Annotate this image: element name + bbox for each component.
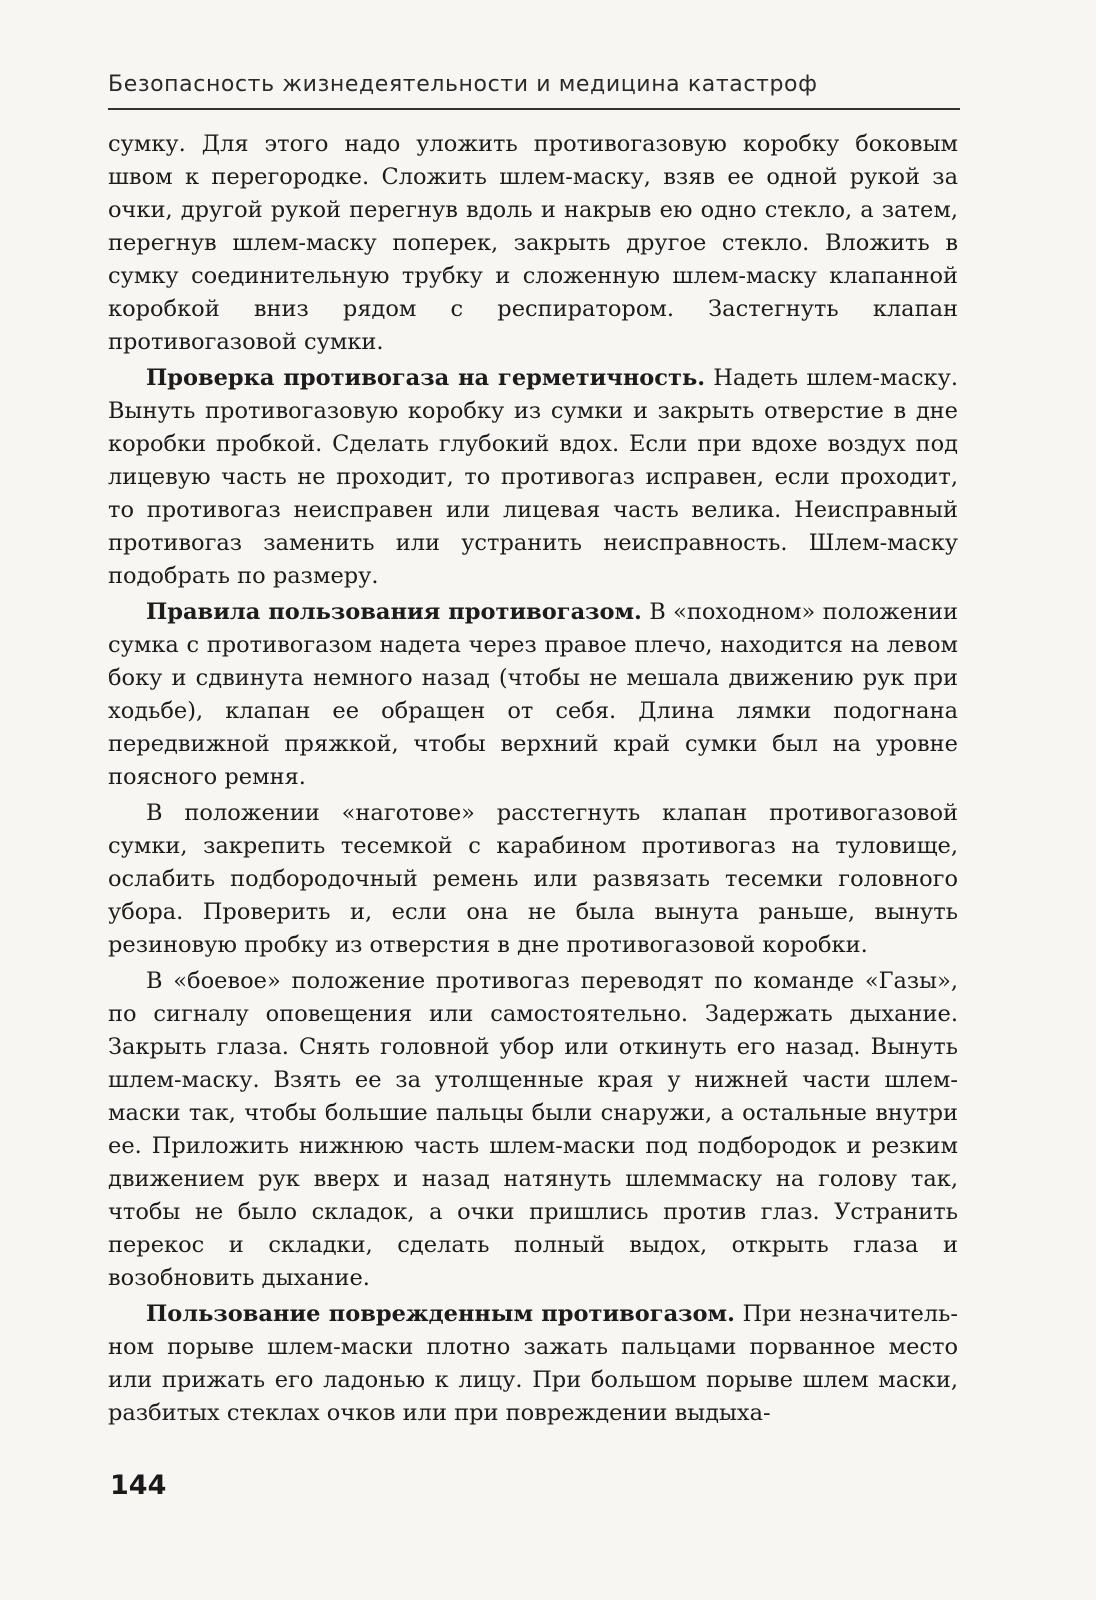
- paragraph-3: [108, 596, 958, 794]
- paragraph-heading: Проверка противогаза на герметичность.: [146, 365, 706, 391]
- paragraph-text: В «походном» положении сумка с противогазом надета через правое плечо, находится на левом боку и сдвинута немного назад (чтобы не мешала движению рук при ходьбе), клапан ее обращен от себя. Длина лямки подогнана передвижной пряжкой, чтобы верхний край сумки был на уровне поясного ремня.: [108, 599, 958, 790]
- paragraph-text: сумку. Для этого надо уложить противогазовую коробку боковым швом к перегородке. Сложить шлем-маску, взяв ее одной рукой за очки, другой рукой перегнув вдоль и накрыв ею одно стекло, а затем, перегнув шлем-маску поперек, закрыть другое стекло. Вложить в сумку соединительную трубку и сложенную шлем-маску клапанной коробкой вниз рядом с респиратором. Застегнуть клапан противогазовой сумки.: [108, 131, 958, 355]
- paragraph-2: [108, 362, 958, 593]
- body-text: [108, 128, 958, 1430]
- paragraph-4: [108, 797, 958, 962]
- paragraph-text: В «боевое» положение противогаз переводят по команде «Газы», по сигналу оповещения или самостоятельно. Задержать дыхание. Закрыть глаза. Снять головной убор или откинуть его назад. Вынуть шлем-маску. Взять ее за утолщенные края у нижней части шлем-маски так, чтобы большие пальцы были снаружи, а остальные внутри ее. Приложить нижнюю часть шлем-маски под подбородок и резким движением рук вверх и назад натянуть шлеммаску на голову так, чтобы не было складок, а очки пришлись против глаз. Устранить перекос и складки, сделать полный выдох, открыть глаза и возобновить дыхание.: [108, 968, 958, 1291]
- page-number: 144: [110, 1470, 167, 1501]
- paragraph-text: При незначительном порыве шлем-маски плотно зажать пальцами порванное место или прижать его ладонью к лицу. При большом порыве шлем маски, разбитых стеклах очков или при повреждении выдыха-: [108, 1301, 958, 1426]
- header-rule: [108, 108, 960, 110]
- running-header: Безопасность жизнедеятельности и медицина катастроф: [108, 72, 818, 97]
- paragraph-6: [108, 1298, 958, 1430]
- paragraph-heading: Пользование поврежденным противогазом.: [146, 1301, 735, 1327]
- paragraph-heading: Правила пользования противогазом.: [146, 599, 642, 625]
- paragraph-text: В положении «наготове» расстегнуть клапан противогазовой сумки, закрепить тесемкой с карабином противогаз на туловище, ослабить подбородочный ремень или развязать тесемки головного убора. Проверить и, если она не была вынута раньше, вынуть резиновую пробку из отверстия в дне противогазовой коробки.: [108, 800, 958, 958]
- paragraph-1: [108, 128, 958, 359]
- paragraph-5: [108, 965, 958, 1295]
- paragraph-text: Надеть шлем-маску. Вынуть противогазовую коробку из сумки и закрыть отверстие в дне коробки пробкой. Сделать глубокий вдох. Если при вдохе воздух под лицевую часть не проходит, то противогаз исправен, если проходит, то противогаз неисправен или лицевая часть велика. Неисправный противогаз заменить или устранить неисправность. Шлем-маску подобрать по размеру.: [108, 365, 959, 589]
